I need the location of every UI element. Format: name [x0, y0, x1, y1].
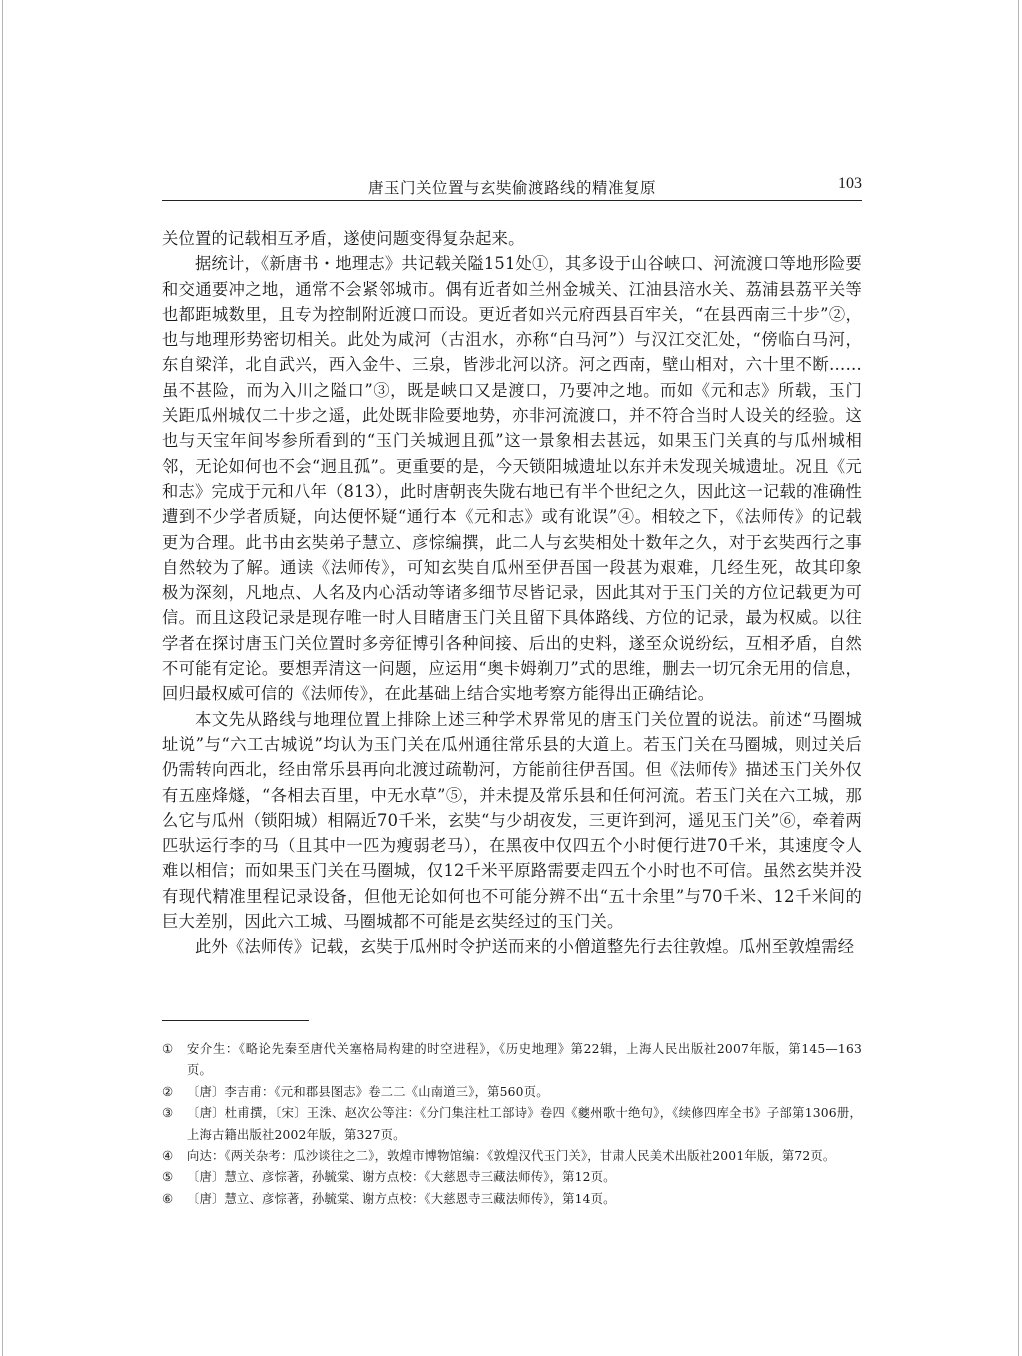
footnote-text: 安介生：《略论先秦至唐代关塞格局构建的时空进程》，《历史地理》第22辑，上海人民出版社2007年版，第145—163页。 [187, 1042, 862, 1078]
paragraph: 本文先从路线与地理位置上排除上述三种学术界常见的唐玉门关位置的说法。前述“马圈城址说”与“六工古城说”均认为玉门关在瓜州通往常乐县的大道上。若玉门关在马圈城，则过关后仍需转向西北，经由常乐县再向北渡过疏勒河，方能前往伊吾国。但《法师传》描述玉门关外仅有五座烽燧，“各相去百里，中无水草”⑤，并未提及常乐县和任何河流。若玉门关在六工城，那么它与瓜州（锁阳城）相隔近70千米，玄奘“与少胡夜发，三更许到河，遥见玉门关”⑥，牵着两匹驮运行李的马（且其中一匹为瘦弱老马），在黑夜中仅四五个小时便行进70千米，其速度令人难以相信；而如果玉门关在马圈城，仅12千米平原路需要走四五个小时也不可信。虽然玄奘并没有现代精准里程记录设备，但他无论如何也不可能分辨不出“五十余里”与70千米、12千米间的巨大差别，因此六工城、马圈城都不可能是玄奘经过的玉门关。 [162, 709, 862, 932]
paragraph: 此外《法师传》记载，玄奘于瓜州时令护送而来的小僧道整先行去往敦煌。瓜州至敦煌需经 [195, 937, 855, 957]
footnote-text: 〔唐〕杜甫撰，〔宋〕王洙、赵次公等注：《分门集注杜工部诗》卷四《夔州歌十绝句》，《续修四库全书》子部第1306册，上海古籍出版社2002年版，第327页。 [187, 1106, 862, 1142]
footnote-marker: ② [162, 1084, 174, 1099]
footnote-marker: ① [162, 1042, 174, 1056]
footnote-marker: ③ [162, 1106, 174, 1121]
footnote [162, 1082, 862, 1103]
footnote-text: 向达：《两关杂考：瓜沙谈往之二》，敦煌市博物馆编：《敦煌汉代玉门关》，甘肃人民美术出版社2001年版，第72页。 [187, 1149, 836, 1164]
paragraph: 据统计，《新唐书・地理志》共记载关隘151处①，其多设于山谷峡口、河流渡口等地形险要和交通要冲之地，通常不会紧邻城市。偶有近者如兰州金城关、江油县涪水关、荔浦县荔平关等也都距城数里，且专为控制附近渡口而设。更近者如兴元府西县百牢关，“在县西南三十步”②，也与地理形势密切相关。此处为咸河（古沮水，亦称“白马河”）与汉江交汇处，“傍临白马河，东自梁洋，北自武兴，西入金牛、三泉，皆涉北河以济。河之西南，壁山相对，六十里不断……虽不甚险，而为入川之隘口”③，既是峡口又是渡口，乃要冲之地。而如《元和志》所载，玉门关距瓜州城仅二十步之遥，此处既非险要地势，亦非河流渡口，并不符合当时人设关的经验。这也与天宝年间岑参所看到的“玉门关城迥且孤”这一景象相去甚远，如果玉门关真的与瓜州城相邻，无论如何也不会“迥且孤”。更重要的是，今天锁阳城遗址以东并未发现关城遗址。况且《元和志》完成于元和八年（813），此时唐朝丧失陇右地已有半个世纪之久，因此这一记载的准确性遭到不少学者质疑，向达便怀疑“通行本《元和志》或有讹误”④。相较之下，《法师传》的记载更为合理。此书由玄奘弟子慧立、彦悰编撰，此二人与玄奘相处十数年之久，对于玄奘西行之事自然较为了解。通读《法师传》，可知玄奘自瓜州至伊吾国一段甚为艰难，几经生死，故其印象极为深刻，凡地点、人名及内心活动等诸多细节尽皆记录，因此其对于玉门关的方位记载更为可信。而且这段记录是现存唯一时人目睹唐玉门关且留下具体路线、方位的记录，最为权威。以往学者在探讨唐玉门关位置时多旁征博引各种间接、后出的史料，遂至众说纷纭，互相矛盾，自然不可能有定论。要想弄清这一问题，应运用“奥卡姆剃刀”式的思维，删去一切冗余无用的信息，回归最权威可信的《法师传》，在此基础上结合实地考察方能得出正确结论。 [162, 254, 862, 704]
paragraph-continued: 关位置的记载相互矛盾，遂使问题变得复杂起来。 [162, 229, 525, 248]
footnote-text: 〔唐〕李吉甫：《元和郡县图志》卷二二《山南道三》，第560页。 [187, 1084, 549, 1099]
page-frame-right [1018, 0, 1019, 1356]
footnote-text: 〔唐〕慧立、彦悰著，孙毓棠、谢方点校：《大慈恩寺三藏法师传》，第14页。 [187, 1191, 616, 1206]
footnote-marker: ⑥ [162, 1191, 174, 1206]
footnote [162, 1189, 862, 1210]
footnote [162, 1167, 862, 1188]
footnote-text: 〔唐〕慧立、彦悰著，孙毓棠、谢方点校：《大慈恩寺三藏法师传》，第12页。 [187, 1170, 616, 1185]
footnote [162, 1103, 862, 1146]
running-title: 唐玉门关位置与玄奘偷渡路线的精准复原 [367, 179, 656, 197]
running-header [162, 174, 862, 201]
page-number: 103 [838, 175, 862, 192]
body-text [162, 226, 862, 960]
footnote-separator [162, 1020, 309, 1021]
footnote [162, 1039, 862, 1082]
footnote-marker: ④ [162, 1149, 174, 1164]
page-frame-left [2, 0, 3, 1356]
footnote [162, 1146, 862, 1167]
footnote-marker: ⑤ [162, 1170, 174, 1185]
footnotes [162, 1039, 862, 1210]
